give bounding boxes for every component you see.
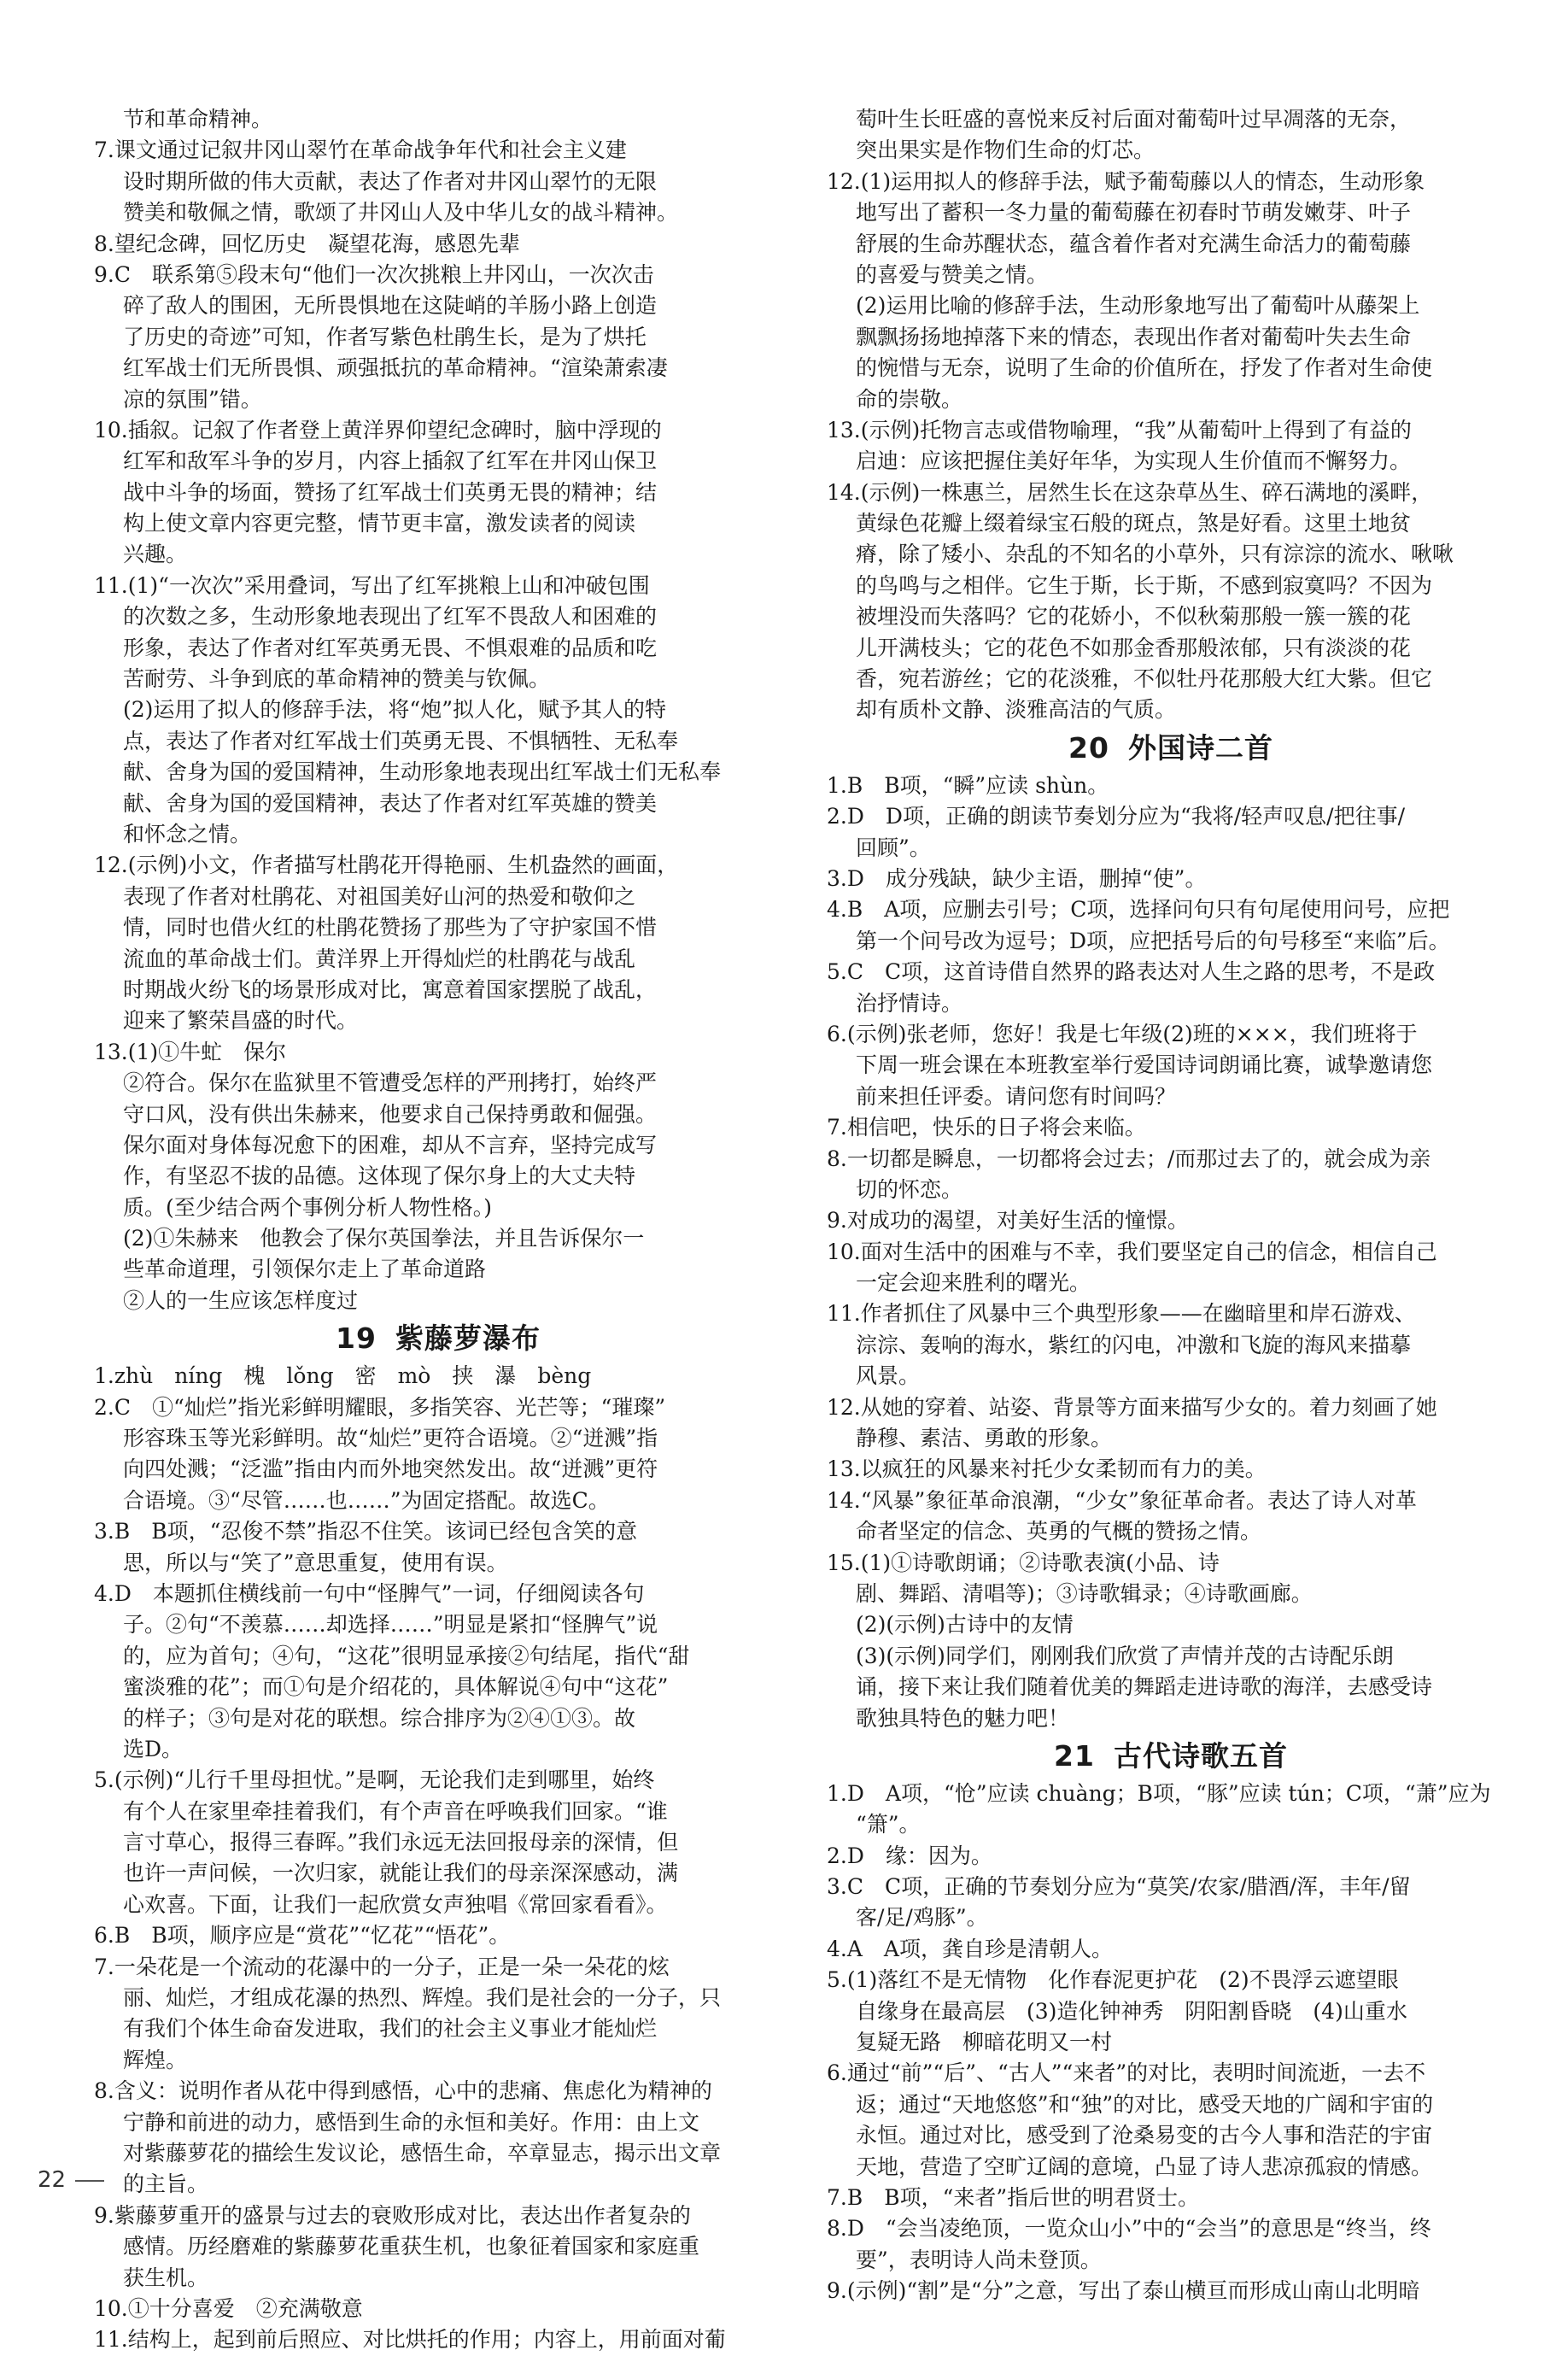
- answer-line: 6.(示例)张老师，您好！我是七年级(2)班的×××，我们班将于: [827, 1021, 1418, 1046]
- answer-continuation-line: 要”，表明诗人尚未登顶。: [856, 2247, 1102, 2272]
- answer-continuation-line: 地写出了蓄积一冬力量的葡萄藤在初春时节萌发嫩芽、叶子: [856, 200, 1412, 226]
- answer-continuation-line: 辉煌。: [123, 2047, 188, 2072]
- section-heading: [827, 1734, 1515, 1779]
- answer-line: 1.zhù níng 槐 lǒng 密 mò 挟 瀑 bèng: [94, 1363, 592, 1389]
- answer-continuation-line: 点，表达了作者对红军战士们英勇无畏、不惧牺牲、无私奉: [123, 728, 679, 753]
- answer-line: 2.D 缘：因为。: [827, 1843, 992, 1868]
- answer-line: 3.B B项，“忍俊不禁”指忍不住笑。该词已经包含笑的意: [94, 1519, 638, 1544]
- answer-line: 3.D 成分残缺，缺少主语，删掉“使”。: [827, 865, 1207, 891]
- answer-continuation-line: 回顾”。: [856, 835, 931, 860]
- section-title: 紫藤萝瀑布: [395, 1322, 541, 1356]
- answer-line: 12.(示例)小文，作者描写杜鹃花开得艳丽、生机盎然的画面，: [94, 853, 679, 878]
- answer-continuation-line: 子。②句“不羡慕……却选择……”明显是紧扣“怪脾气”说: [123, 1612, 658, 1638]
- section-number: 19: [336, 1322, 377, 1356]
- section-heading: [827, 726, 1515, 771]
- answer-continuation-line: 言寸草心，报得三春晖。”我们永远无法回报母亲的深情，但: [123, 1830, 679, 1855]
- answer-continuation-line: 下周一班会课在本班教室举行爱国诗词朗诵比赛，诚挚邀请您: [856, 1052, 1433, 1078]
- answer-continuation-line: 质。(至少结合两个事例分析人物性格。): [123, 1194, 493, 1220]
- section-title: 外国诗二首: [1127, 730, 1273, 765]
- answer-line: 3.C C项，正确的节奏划分应为“莫笑/农家/腊酒/浑，丰年/留: [827, 1874, 1411, 1900]
- section-number: 21: [1054, 1738, 1095, 1773]
- answer-continuation-line: 剧、舞蹈、清唱等)；③诗歌辑录；④诗歌画廊。: [856, 1580, 1313, 1606]
- answer-continuation-line: 客/足/鸡豚”。: [856, 1905, 988, 1931]
- answer-continuation-line: 歌独具特色的魅力吧！: [856, 1705, 1070, 1731]
- answer-line: 6.B B项，顺序应是“赏花”“忆花”“悟花”。: [94, 1923, 511, 1949]
- answer-continuation-line: 丽、灿烂，才组成花瀑的热烈、辉煌。我们是社会的一分子，只: [123, 1985, 722, 2011]
- answer-continuation-line: 感情。历经磨难的紫藤萝花重获生机，也象征着国家和家庭重: [123, 2234, 700, 2259]
- answer-continuation-line: 向四处溅；“泛滥”指由内而外地突然发出。故“迸溅”更符: [123, 1456, 658, 1482]
- answer-continuation-line: 形容珠玉等光彩鲜明。故“灿烂”更符合语境。②“迸溅”指: [123, 1426, 658, 1451]
- answer-continuation-line: 苦耐劳、斗争到底的革命精神的赞美与钦佩。: [123, 666, 551, 692]
- answer-continuation-line: 思，所以与“笑了”意思重复，使用有误。: [123, 1550, 508, 1575]
- answer-line: 9.C 联系第⑤段末句“他们一次次挑粮上井冈山，一次次击: [94, 261, 654, 287]
- answer-continuation-line: 赞美和敬佩之情，歌颂了井冈山人及中华儿女的战斗精神。: [123, 200, 679, 226]
- answer-continuation-line: 诵，接下来让我们随着优美的舞蹈走进诗歌的海洋，去感受诗: [856, 1674, 1433, 1700]
- answer-line: 11.结构上，起到前后照应、对比烘托的作用；内容上，用前面对葡: [94, 2327, 726, 2353]
- answer-line: 2.C ①“灿烂”指光彩鲜明耀眼，多指笑容、光芒等；“璀璨”: [94, 1394, 666, 1420]
- answer-continuation-line: 永恒。通过对比，感受到了沧桑易变的古今人事和浩茫的宇宙: [856, 2123, 1433, 2148]
- answer-line: 8.一切都是瞬息，一切都将会过去；/而那过去了的，就会成为亲: [827, 1146, 1431, 1171]
- answer-continuation-line: 迎来了繁荣昌盛的时代。: [123, 1008, 359, 1034]
- answer-continuation-line: 兴趣。: [123, 542, 188, 567]
- answer-continuation-line: 获生机。: [123, 2265, 209, 2290]
- answer-continuation-line: 第一个问号改为逗号；D项，应把括号后的句号移至“来临”后。: [856, 928, 1450, 953]
- answer-continuation-line: 自缘身在最高层 (3)造化钟神秀 阴阳割昏晓 (4)山重水: [856, 1998, 1407, 2024]
- answer-line: 9.对成功的渴望，对美好生活的憧憬。: [827, 1208, 1189, 1234]
- answer-continuation-line: 宁静和前进的动力，感悟到生命的永恒和美好。作用：由上文: [123, 2109, 700, 2135]
- answer-line: 2.D D项，正确的朗读节奏划分应为“我将/轻声叹息/把往事/: [827, 804, 1405, 829]
- answer-continuation-line: (2)运用了拟人的修辞手法，将“炮”拟人化，赋予其人的特: [123, 697, 666, 723]
- answer-continuation-line: 碎了敌人的围困，无所畏惧地在这陡峭的羊肠小路上创造: [123, 293, 658, 319]
- answer-continuation-line: 献、舍身为国的爱国精神，表达了作者对红军英雄的赞美: [123, 790, 658, 816]
- answer-line: 6.通过“前”“后”、“古人”“来者”的对比，表明时间流逝，一去不: [827, 2060, 1426, 2086]
- answer-continuation-line: 心欢喜。下面，让我们一起欣赏女声独唱《常回家看看》。: [123, 1891, 668, 1917]
- answer-continuation-line: 战中斗争的场面，赞扬了红军战士们英勇无畏的精神；结: [123, 479, 658, 505]
- answer-continuation-line: 作，有坚忍不拔的品德。这体现了保尔身上的大丈夫特: [123, 1163, 636, 1189]
- answer-continuation-line: ②符合。保尔在监狱里不管遭受怎样的严刑拷打，始终严: [123, 1070, 658, 1096]
- answer-continuation-line: 蜜淡雅的花”；而①句是介绍花的，具体解说④句中“这花”: [123, 1674, 669, 1700]
- answer-continuation-line: 的惋惜与无奈，说明了生命的价值所在，抒发了作者对生命使: [856, 355, 1433, 381]
- answer-line: 4.D 本题抓住横线前一句中“怪脾气”一词，仔细阅读各句: [94, 1580, 645, 1606]
- answer-continuation-line: 飘飘扬扬地掉落下来的情态，表现出作者对葡萄叶失去生命: [856, 324, 1412, 349]
- answer-line: 8.含义：说明作者从花中得到感悟，心中的悲痛、焦虑化为精神的: [94, 2078, 712, 2104]
- answer-continuation-line: 突出果实是作物们生命的灯芯。: [856, 138, 1156, 163]
- answer-continuation-line: “箫”。: [856, 1812, 921, 1837]
- answer-continuation-line: 治抒情诗。: [856, 990, 963, 1016]
- section-title: 古代诗歌五首: [1113, 1738, 1288, 1773]
- answer-continuation-line: 些革命道理，引领保尔走上了革命道路: [123, 1257, 487, 1282]
- answer-continuation-line: 设时期所做的伟大贡献，表达了作者对井冈山翠竹的无限: [123, 168, 658, 194]
- answer-continuation-line: 时期战火纷飞的场景形成对比，寓意着国家摆脱了战乱，: [123, 976, 658, 1002]
- answer-continuation-line: 前来担任评委。请问您有时间吗？: [856, 1083, 1177, 1109]
- answer-continuation-line: ②人的一生应该怎样度过: [123, 1287, 359, 1313]
- answer-line: 10.面对生活中的困难与不幸，我们要坚定自己的信念，相信自己: [827, 1239, 1437, 1264]
- answer-line: 8.望纪念碑，回忆历史 凝望花海，感恩先辈: [94, 231, 520, 256]
- answer-continuation-line: 的样子；③句是对花的联想。综合排序为②④①③。故: [123, 1705, 636, 1731]
- answer-line: 14.“风暴”象征革命浪潮，“少女”象征革命者。表达了诗人对革: [827, 1487, 1417, 1513]
- answer-continuation-line: 的鸟鸣与之相伴。它生于斯，长于斯，不感到寂寞吗？不因为: [856, 572, 1433, 598]
- answer-continuation-line: 命的崇敬。: [856, 386, 963, 412]
- answer-line: 13.以疯狂的风暴来衬托少女柔韧而有力的美。: [827, 1456, 1267, 1482]
- answer-continuation-line: (2)运用比喻的修辞手法，生动形象地写出了葡萄叶从藤架上: [856, 293, 1420, 319]
- section-number: 20: [1068, 730, 1109, 765]
- answer-continuation-line: 的主旨。: [123, 2171, 209, 2197]
- answer-continuation-line: 的次数之多，生动形象地表现出了红军不畏敌人和困难的: [123, 604, 658, 630]
- answer-continuation-line: 复疑无路 柳暗花明又一村: [856, 2030, 1113, 2055]
- answer-continuation-line: 和怀念之情。: [123, 821, 252, 847]
- answer-line: 8.D “会当凌绝顶，一览众山小”中的“会当”的意思是“终当，终: [827, 2216, 1431, 2242]
- answer-line: 5.(1)落红不是无情物 化作春泥更护花 (2)不畏浮云遮望眼: [827, 1967, 1399, 1993]
- answer-continuation-line: 保尔面对身体每况愈下的困难，却从不言弃，坚持完成写: [123, 1132, 658, 1157]
- answer-continuation-line: 被埋没而失落吗？它的花娇小，不似秋菊那般一簇一簇的花: [856, 604, 1412, 630]
- answer-continuation-line: 了历史的奇迹”可知，作者写紫色杜鹃生长，是为了烘托: [123, 324, 647, 349]
- answer-continuation-line: 天地，营造了空旷辽阔的意境，凸显了诗人悲凉孤寂的情感。: [856, 2154, 1433, 2179]
- answer-continuation-line: 瘠，除了矮小、杂乱的不知名的小草外，只有淙淙的流水、啾啾: [856, 542, 1454, 567]
- answer-continuation-line: 却有质朴文静、淡雅高洁的气质。: [856, 697, 1177, 723]
- answer-continuation-line: 对紫藤萝花的描绘生发议论，感悟生命，卒章显志，揭示出文章: [123, 2141, 722, 2166]
- answer-continuation-line: 一定会迎来胜利的曙光。: [856, 1270, 1091, 1296]
- answer-line: 11.(1)“一次次”采用叠词，写出了红军挑粮上山和冲破包围: [94, 572, 650, 598]
- answer-line: 4.B A项，应删去引号；C项，选择问句只有句尾使用问号，应把: [827, 897, 1450, 923]
- page-number-dash: [75, 2180, 104, 2182]
- answer-line: 5.C C项，这首诗借自然界的路表达对人生之路的思考，不是政: [827, 959, 1436, 985]
- answer-line: 11.作者抓住了风暴中三个典型形象——在幽暗里和岸石游戏、: [827, 1301, 1416, 1327]
- answer-line: 7.B B项，“来者”指后世的明君贤士。: [827, 2185, 1200, 2210]
- answer-continuation-line: 命者坚定的信念、英勇的气概的赞扬之情。: [856, 1519, 1262, 1544]
- answer-line: 9.紫藤萝重开的盛景与过去的衰败形成对比，表达出作者复杂的: [94, 2202, 691, 2228]
- answer-continuation-line: (2)(示例)古诗中的友情: [856, 1612, 1074, 1638]
- answer-line: 13.(示例)托物言志或借物喻理，“我”从葡萄叶上得到了有益的: [827, 417, 1412, 442]
- answer-continuation-line: 风景。: [856, 1363, 921, 1389]
- answer-line: 12.(1)运用拟人的修辞手法，赋予葡萄藤以人的情态，生动形象: [827, 168, 1425, 194]
- answer-line: 10.插叙。记叙了作者登上黄洋界仰望纪念碑时，脑中浮现的: [94, 417, 662, 442]
- answer-continuation-line: 启迪：应该把握住美好年华，为实现人生价值而不懈努力。: [856, 448, 1412, 474]
- answer-continuation-line: 选D。: [123, 1736, 184, 1761]
- answer-continuation-line: 儿开满枝头；它的花色不如那金香那般浓郁，只有淡淡的花: [856, 635, 1412, 660]
- answer-continuation-line: (3)(示例)同学们，刚刚我们欣赏了声情并茂的古诗配乐朗: [856, 1643, 1394, 1668]
- answer-line: 14.(示例)一株惠兰，居然生长在这杂草丛生、碎石满地的溪畔，: [827, 479, 1433, 505]
- answer-continuation-line: 香，宛若游丝；它的花淡雅，不似牡丹花那般大红大紫。但它: [856, 666, 1433, 692]
- answer-continuation-line: 也许一声问候，一次归家，就能让我们的母亲深深感动，满: [123, 1861, 679, 1886]
- answer-continuation-line: 有个人在家里牵挂着我们，有个声音在呼唤我们回家。“谁: [123, 1798, 668, 1824]
- answer-line: 5.(示例)“儿行千里母担忧。”是啊，无论我们走到哪里，始终: [94, 1767, 655, 1793]
- answer-continuation-line: 形象，表达了作者对红军英勇无畏、不惧艰难的品质和吃: [123, 635, 658, 660]
- answer-continuation-line: 切的怀恋。: [856, 1176, 963, 1202]
- answer-continuation-line: 表现了作者对杜鹃花、对祖国美好山河的热爱和敬仰之: [123, 883, 636, 909]
- answer-line: 1.D A项，“怆”应读 chuàng；B项，“豚”应读 tún；C项，“萧”应为: [827, 1780, 1491, 1806]
- right-column: [827, 104, 1515, 2304]
- answer-line: 4.A A项，龚自珍是清朝人。: [827, 1936, 1113, 1961]
- answer-continuation-line: 情，同时也借火红的杜鹃花赞扬了那些为了守护家国不惜: [123, 915, 658, 941]
- left-column: [94, 104, 782, 2353]
- answer-line: 1.B B项，“瞬”应读 shùn。: [827, 772, 1109, 798]
- answer-continuation-line: 红军战士们无所畏惧、顽强抵抗的革命精神。“渲染萧索凄: [123, 355, 668, 381]
- answer-line: 10.①十分喜爱 ②充满敬意: [94, 2295, 363, 2321]
- answer-continuation-line: 返；通过“天地悠悠”和“独”的对比，感受天地的广阔和宇宙的: [856, 2091, 1434, 2117]
- answer-line: 15.(1)①诗歌朗诵；②诗歌表演(小品、诗: [827, 1550, 1220, 1575]
- section-heading: [94, 1316, 782, 1361]
- answer-continuation-line: 红军和敌军斗争的岁月，内容上插叙了红军在井冈山保卫: [123, 448, 658, 474]
- answer-continuation-line: 萄叶生长旺盛的喜悦来反衬后面对葡萄叶过早凋落的无奈，: [856, 107, 1412, 132]
- answer-line: 13.(1)①牛虻 保尔: [94, 1039, 287, 1064]
- answer-continuation-line: 静穆、素洁、勇敢的形象。: [856, 1426, 1113, 1451]
- answer-line: 7.一朵花是一个流动的花瀑中的一分子，正是一朵一朵花的炫: [94, 1954, 670, 1979]
- answer-continuation-line: 的，应为首句；④句，“这花”很明显承接②句结尾，指代“甜: [123, 1643, 690, 1668]
- answer-continuation-line: (2)①朱赫来 他教会了保尔英国拳法，并且告诉保尔一: [123, 1226, 645, 1251]
- answer-line: 9.(示例)“割”是“分”之意，写出了泰山横亘而形成山南山北明暗: [827, 2278, 1420, 2304]
- answer-continuation-line: 构上使文章内容更完整，情节更丰富，激发读者的阅读: [123, 511, 636, 536]
- answer-continuation-line: 有我们个体生命奋发进取，我们的社会主义事业才能灿烂: [123, 2016, 658, 2042]
- answer-continuation-line: 舒展的生命苏醒状态，蕴含着作者对充满生命活力的葡萄藤: [856, 231, 1412, 256]
- answer-continuation-line: 淙淙、轰响的海水，紫红的闪电，冲激和飞旋的海风来描摹: [856, 1332, 1412, 1357]
- answer-continuation-line: 流血的革命战士们。黄洋界上开得灿烂的杜鹃花与战乱: [123, 946, 636, 971]
- answer-line: 12.从她的穿着、站姿、背景等方面来描写少女的。着力刻画了她: [827, 1394, 1437, 1420]
- answer-continuation-line: 节和革命精神。: [123, 107, 273, 132]
- answer-continuation-line: 守口风，没有供出朱赫来，他要求自己保持勇敢和倔强。: [123, 1101, 658, 1127]
- answer-continuation-line: 黄绿色花瓣上缀着绿宝石般的斑点，煞是好看。这里土地贫: [856, 511, 1412, 536]
- page-number: 22: [38, 2167, 67, 2193]
- answer-line: 7.课文通过记叙井冈山翠竹在革命战争年代和社会主义建: [94, 138, 627, 163]
- answer-continuation-line: 凉的氛围”错。: [123, 386, 262, 412]
- answer-continuation-line: 献、舍身为国的爱国精神，生动形象地表现出红军战士们无私奉: [123, 759, 722, 785]
- answer-continuation-line: 的喜爱与赞美之情。: [856, 261, 1049, 287]
- answer-line: 7.相信吧，快乐的日子将会来临。: [827, 1115, 1146, 1140]
- answer-continuation-line: 合语境。③“尽管……也……”为固定搭配。故选C。: [123, 1487, 610, 1513]
